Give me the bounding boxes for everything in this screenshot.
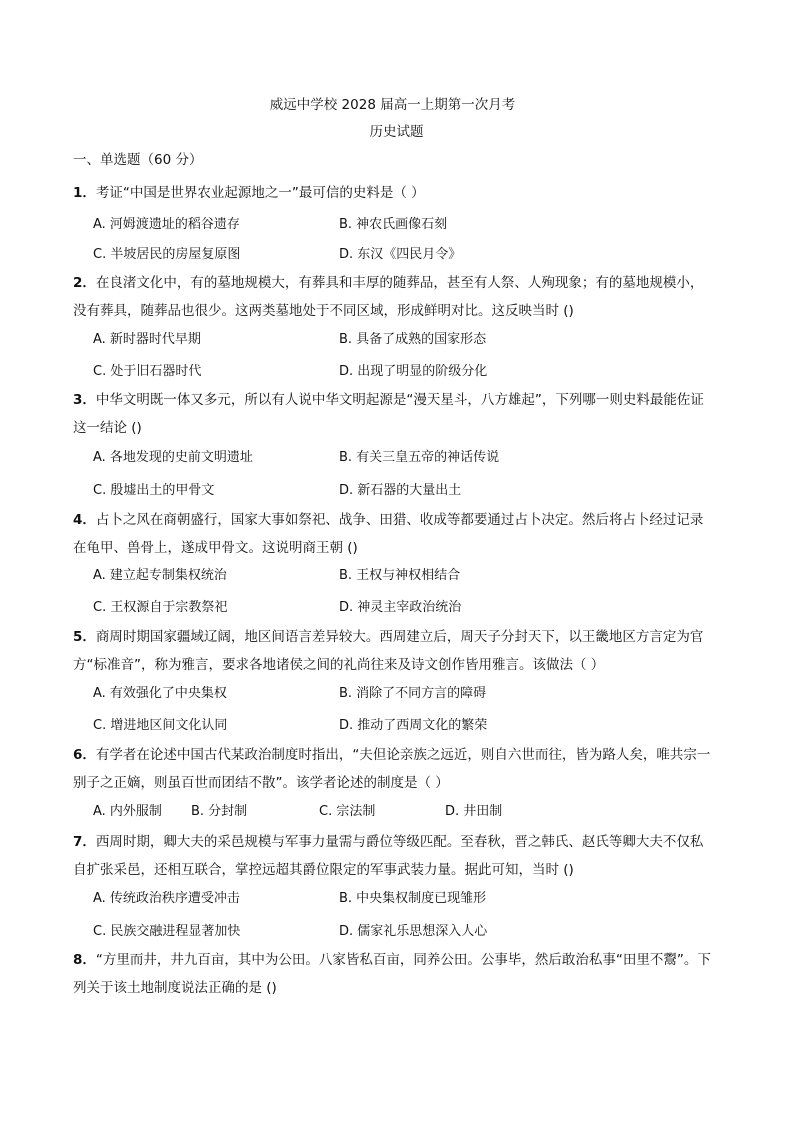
option-d: D. 儒家礼乐思想深入人心 — [339, 924, 488, 939]
option-b: B. 分封制 — [191, 804, 248, 819]
option-d: D. 推动了西周文化的繁荣 — [339, 718, 488, 733]
option-d: D. 出现了明显的阶级分化 — [339, 364, 488, 379]
option-a: A. 建立起专制集权统治 — [93, 568, 227, 583]
question-1 — [73, 179, 713, 207]
option-d: D. 井田制 — [445, 804, 503, 819]
option-c: C. 增进地区间文化认同 — [93, 718, 228, 733]
question-text: 占卜之风在商朝盛行，国家大事如祭祀、战争、田猎、收成等都要通过占卜决定。然后将占卜经过记录在龟甲、兽骨上，遂成甲骨文。这说明商王朝 () — [73, 512, 704, 556]
option-c: C. 民族交融进程显著加快 — [93, 924, 241, 939]
question-number: 5． — [73, 629, 96, 645]
option-c: C. 宗法制 — [319, 804, 376, 819]
question-number: 2． — [73, 275, 96, 291]
question-text: 西周时期，卿大夫的采邑规模与军事力量需与爵位等级匹配。至春秋，晋之韩氏、赵氏等卿大夫不仅私自扩张采邑，还相互联合，掌控远超其爵位限定的军事武装力量。据此可知，当时 () — [73, 834, 704, 878]
option-c: C. 处于旧石器时代 — [93, 364, 202, 379]
question-7 — [73, 828, 713, 884]
option-a: A. 传统政治秩序遭受冲击 — [93, 891, 240, 906]
option-a: A. 新时器时代早期 — [93, 332, 201, 347]
option-a: A. 各地发现的史前文明遗址 — [93, 450, 253, 465]
question-text: 商周时期国家疆域辽阔，地区间语言差异较大。西周建立后，周天子分封天下，以王畿地区方言定为官方“标准音”，称为雅言，要求各地诸侯之间的礼尚往来及诗文创作皆用雅言。该做法（ ） — [73, 629, 704, 673]
section-heading: 一、单选题（60 分） — [73, 152, 203, 168]
question-text: 在良渚文化中，有的墓地规模大，有葬具和丰厚的随葬品，甚至有人祭、人殉现象；有的墓地规模小，没有葬具，随葬品也很少。这两类墓地处于不同区域，形成鲜明对比。这反映当时 () — [73, 275, 704, 319]
option-b: B. 有关三皇五帝的神话传说 — [339, 450, 500, 465]
option-a: A. 有效强化了中央集权 — [93, 686, 227, 701]
question-3 — [73, 386, 713, 442]
option-d: D. 新石器的大量出土 — [339, 483, 462, 498]
question-text: 考证“中国是世界农业起源地之一”最可信的史料是（ ） — [95, 185, 425, 201]
exam-subtitle: 历史试题 — [369, 124, 424, 140]
question-text: 中华文明既一体又多元，所以有人说中华文明起源是“漫天星斗，八方雄起”，下列哪一则史料最能佐证这一结论 () — [73, 392, 704, 436]
question-text: “方里而井，井九百亩，其中为公田。八家皆私百亩，同养公田。公事毕，然后敢治私事“田里不鬻”。下列关于该土地制度说法正确的是 () — [73, 952, 711, 996]
question-number: 1． — [73, 185, 96, 201]
option-b: B. 具备了成熟的国家形态 — [339, 332, 487, 347]
option-c: C. 半坡居民的房屋复原图 — [93, 247, 241, 262]
option-d: D. 东汉《四民月令》 — [339, 247, 462, 262]
question-2 — [73, 269, 713, 325]
option-d: D. 神灵主宰政治统治 — [339, 600, 462, 615]
question-5 — [73, 623, 713, 679]
option-b: B. 中央集权制度已现雏形 — [339, 891, 487, 906]
question-8 — [73, 946, 713, 1002]
option-c: C. 殷墟出土的甲骨文 — [93, 483, 215, 498]
exam-title: 威远中学校 2028 届高一上期第一次月考 — [269, 97, 516, 113]
option-c: C. 王权源自于宗教祭祀 — [93, 600, 228, 615]
question-number: 7． — [73, 834, 96, 850]
question-number: 8． — [73, 952, 96, 968]
question-4 — [73, 506, 713, 562]
question-6 — [73, 741, 713, 797]
option-a: A. 河姆渡遗址的稻谷遗存 — [93, 217, 240, 232]
question-number: 4． — [73, 512, 96, 528]
option-a: A. 内外服制 — [93, 804, 162, 819]
option-b: B. 王权与神权相结合 — [339, 568, 461, 583]
question-text: 有学者在论述中国古代某政治制度时指出，“夫但论亲族之远近，则自六世而往，皆为路人矣，唯共宗一别子之正嫡，则虽百世而团结不散”。该学者论述的制度是（ ） — [73, 747, 711, 791]
option-b: B. 消除了不同方言的障碍 — [339, 686, 487, 701]
question-number: 3． — [73, 392, 96, 408]
option-b: B. 神农氏画像石刻 — [339, 217, 448, 232]
question-number: 6． — [73, 747, 96, 763]
